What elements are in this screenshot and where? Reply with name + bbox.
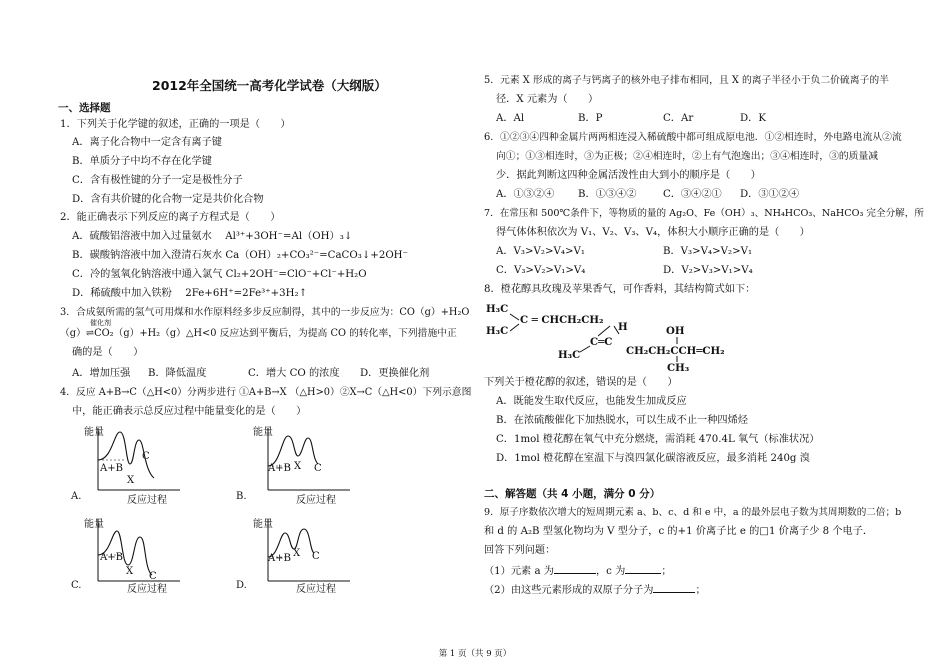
- chart-b-ab-label: A+B: [268, 463, 291, 474]
- q3-option-b[interactable]: B．降低温度: [148, 368, 207, 379]
- q5-option-c[interactable]: C．Ar: [663, 113, 694, 124]
- chart-a-ylabel: 能量: [84, 427, 104, 438]
- q1-stem: 1．下列关于化学键的叙述，正确的一项是（ ）: [60, 119, 291, 130]
- q8-option-b[interactable]: B．在浓硫酸催化下加热脱水，可以生成不止一种四烯烃: [496, 415, 748, 426]
- chart-d-choice[interactable]: D.: [236, 580, 247, 591]
- bond-top-methyl: [510, 314, 519, 320]
- page-title: 2012年全国统一高考化学试卷（大纲版）: [152, 78, 387, 93]
- q4-line1: 4．反应 A+B→C（△H<0）分两步进行 ①A+B→X （△H>0）②X→C（△H<0）下列示意图: [60, 387, 472, 398]
- chart-c-xlabel: 反应过程: [127, 584, 167, 595]
- q5-line1: 5．元素 X 形成的离子与钙离子的核外电子排布相同，且 X 的离子半径小于负二价硫离子的半: [484, 75, 889, 86]
- answer-blank-a[interactable]: [554, 563, 596, 574]
- chart-c-choice[interactable]: C.: [71, 580, 82, 591]
- answer-blank-diatomic[interactable]: [653, 582, 695, 593]
- q9-sub2-end: ；: [695, 585, 706, 596]
- q8-option-c[interactable]: C．1mol 橙花醇在氧气中充分燃烧，需消耗 470.4L 氧气（标准状况）: [496, 434, 820, 445]
- ch3-group: CH₃: [667, 362, 690, 374]
- nerolidol-structure: [486, 304, 766, 374]
- chart-a-xlabel: 反应过程: [127, 495, 167, 506]
- chart-d-xlabel: 反应过程: [296, 584, 336, 595]
- q9-line3: 回答下列问题：: [484, 545, 556, 556]
- chart-d-x-point: X: [293, 548, 301, 559]
- chart-a-c-point: C: [142, 451, 150, 462]
- q7-option-c[interactable]: C．V₃>V₂>V₁>V₄: [496, 265, 586, 276]
- q3-option-c[interactable]: C．增大 CO 的浓度: [248, 368, 340, 379]
- section-answer-heading: 二、解答题（共 4 小题，满分 0 分）: [484, 488, 661, 500]
- chart-b-xlabel: 反应过程: [296, 495, 336, 506]
- chart-a-ab-label: A+B: [100, 463, 123, 474]
- chart-c-ylabel: 能量: [84, 519, 104, 530]
- q8-line2: 下列关于橙花醇的叙述，错误的是（ ）: [484, 377, 678, 388]
- chain-segment-2: CH₂CH₂CCH═CH₂: [626, 345, 725, 357]
- q1-option-a[interactable]: A．离子化合物中一定含有离子键: [72, 137, 222, 148]
- h3c-mid: H₃C: [558, 349, 581, 361]
- q7-option-b[interactable]: B．V₃>V₄>V₂>V₁: [663, 246, 753, 257]
- q2-option-d[interactable]: D．稀硫酸中加入铁粉 2Fe+6H⁺=2Fe³⁺+3H₂↑: [72, 288, 308, 299]
- q6-option-d[interactable]: D．③①②④: [740, 189, 800, 200]
- chart-c-ab-label: A+B: [100, 552, 123, 563]
- q8-option-a[interactable]: A．既能发生取代反应，也能发生加成反应: [496, 396, 687, 407]
- section-choice-heading: 一、选择题: [58, 102, 111, 114]
- q9-line1: 9．原子序数依次增大的短周期元素 a、b、c、d 和 e 中，a 的最外层电子数为其周期数的二倍；b: [484, 507, 902, 518]
- q5-option-d[interactable]: D．K: [740, 113, 766, 124]
- q3-catalyst-label: 催化剂: [90, 319, 111, 327]
- q4-line2: 中，能正确表示总反应过程中能量变化的是（ ）: [72, 406, 307, 417]
- q3-line1: 3．合成氨所需的氢气可用煤和水作原料经多步反应制得，其中的一步反应为：CO（g）+H₂O: [60, 307, 470, 318]
- q9-line2: 和 d 的 A₂B 型氢化物均为 V 型分子，c 的+1 价离子比 e 的□1 价离子少 8 个电子．: [484, 526, 874, 537]
- chart-c-x-point: X: [126, 566, 134, 577]
- h3c-bottom: H₃C: [486, 325, 509, 337]
- q2-stem: 2．能正确表示下列反应的离子方程式是（ ）: [60, 212, 281, 223]
- chart-d-c-point: C: [312, 551, 320, 562]
- q3-option-a[interactable]: A．增加压强: [72, 368, 131, 379]
- q6-option-a[interactable]: A．①③②④: [496, 189, 555, 200]
- c-double-c: C═C: [590, 336, 613, 348]
- q2-option-c[interactable]: C．冷的氢氧化钠溶液中通入氯气 Cl₂+2OH⁻=ClO⁻+Cl⁻+H₂O: [72, 269, 367, 280]
- q5-option-a[interactable]: A．Al: [496, 113, 525, 124]
- q8-option-d[interactable]: D．1mol 橙花醇在室温下与溴四氯化碳溶液反应，最多消耗 240g 溴: [496, 453, 810, 464]
- q1-option-c[interactable]: C．含有极性键的分子一定是极性分子: [72, 175, 243, 186]
- q6-option-b[interactable]: B．①③④②: [578, 189, 637, 200]
- q2-option-a[interactable]: A．硫酸铝溶液中加入过量氨水 Al³⁺+3OH⁻=Al（OH）₃↓: [72, 231, 353, 242]
- q9-sub1-end: ；: [661, 566, 672, 577]
- q6-option-c[interactable]: C．③④②①: [663, 189, 722, 200]
- bond-mid-methyl: [580, 346, 590, 352]
- q3-line2: （g）⇌CO₂（g）+H₂（g）△H<0 反应达到平衡后，为提高 CO 的转化率，下列措施中正: [60, 328, 457, 339]
- q6-line2: 向①；①③相连时，③为正极；②④相连时，②上有气泡逸出；③④相连时，③的质量减: [496, 151, 879, 162]
- q6-line3: 少．据此判断这四种金属活泼性由大到小的顺序是（ ）: [496, 170, 761, 181]
- chart-a-x-point: X: [127, 475, 135, 486]
- q9-sub1-mid: ，c 为: [595, 566, 626, 577]
- chart-b-x-point: X: [294, 461, 302, 472]
- q1-option-b[interactable]: B．单质分子中均不存在化学键: [72, 156, 212, 167]
- bond-bottom-methyl: [510, 324, 519, 331]
- q7-line2: 得气体体积依次为 V₁、V₂、V₃、V₄，体积大小顺序正确的是（ ）: [496, 227, 810, 238]
- chart-b-c-point: C: [314, 463, 322, 474]
- q9-sub2-prefix: （2）由这些元素形成的双原子分子为: [484, 585, 654, 596]
- chart-b-ylabel: 能量: [253, 427, 273, 438]
- chart-d-ab-label: A+B: [268, 553, 291, 564]
- q7-option-d[interactable]: D．V₂>V₃>V₁>V₄: [663, 265, 753, 276]
- q7-option-a[interactable]: A．V₃>V₂>V₄>V₁: [496, 246, 585, 257]
- oh-group: OH: [666, 325, 685, 337]
- h3c-top: H₃C: [486, 303, 509, 315]
- q1-option-d[interactable]: D．含有共价键的化合物一定是共价化合物: [72, 194, 264, 205]
- q2-option-b[interactable]: B．碳酸钠溶液中加入澄清石灰水 Ca（OH）₂+CO₃²⁻=CaCO₃↓+2OH⁻: [72, 250, 408, 261]
- chain-segment-1: C ═ CHCH₂CH₂: [520, 314, 604, 326]
- chart-a-choice[interactable]: A.: [71, 491, 82, 502]
- q9-sub1: [484, 563, 672, 579]
- answer-blank-c[interactable]: [625, 563, 661, 574]
- q9-sub2: [484, 582, 706, 598]
- q3-line3: 确的是（ ）: [72, 347, 144, 358]
- chart-b-choice[interactable]: B.: [236, 491, 247, 502]
- h-atom: H: [618, 321, 628, 333]
- page-footer: 第 1 页（共 9 页）: [438, 649, 512, 659]
- q9-sub1-prefix: （1）元素 a 为: [484, 566, 554, 577]
- q8-line1: 8．橙花醇具玫瑰及苹果香气，可作香料，其结构简式如下：: [484, 284, 756, 295]
- q6-line1: 6．①②③④四种金属片两两相连浸入稀硫酸中都可组成原电池．①②相连时，外电路电流从②流: [484, 132, 902, 143]
- q5-line2: 径．X 元素为（ ）: [496, 94, 599, 105]
- q7-line1: 7．在常压和 500℃条件下，等物质的量的 Ag₂O、Fe（OH）₃、NH₄HCO₃、NaHCO₃ 完全分解，所: [484, 208, 924, 219]
- q3-option-d[interactable]: D．更换催化剂: [360, 368, 430, 379]
- chart-c-c-point: C: [149, 571, 157, 582]
- chart-d-ylabel: 能量: [253, 519, 273, 530]
- q5-option-b[interactable]: B．P: [578, 113, 603, 124]
